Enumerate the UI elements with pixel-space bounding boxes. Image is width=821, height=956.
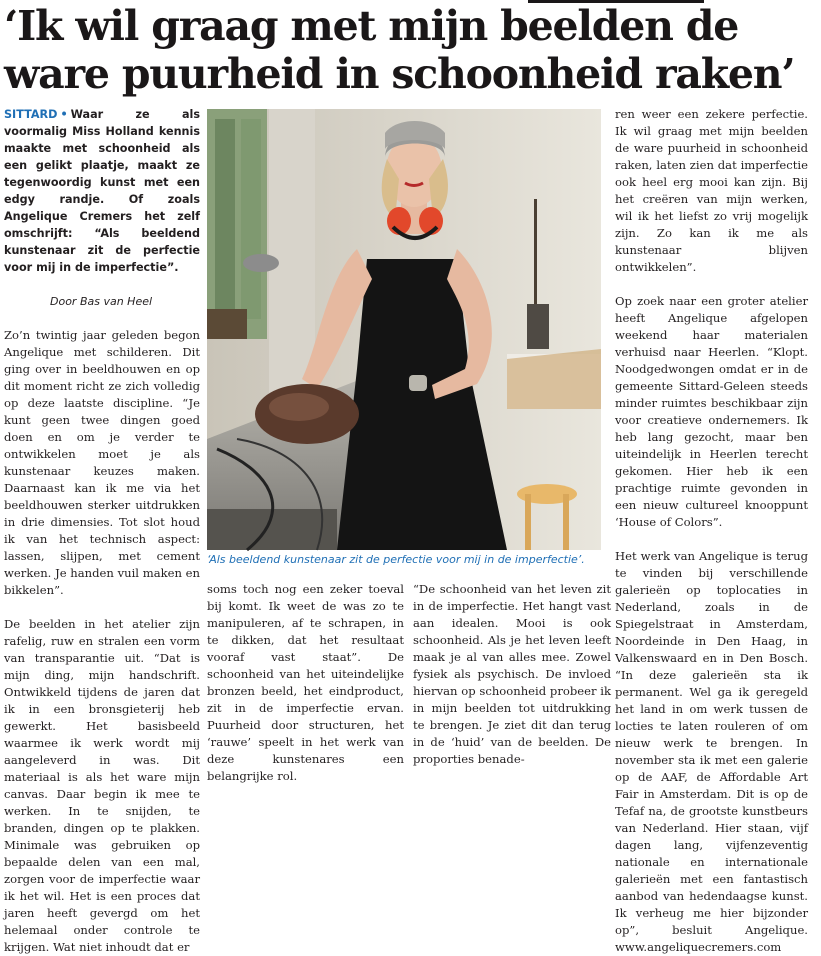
column-2 <box>207 581 404 785</box>
intro-text: Waar ze als voormalig Miss Holland kennis maakte met schoonheid als een gelikt plaatje, maakt ze tegenwoordig kunst met een edgy randje. Of zoals Angelique Cremers het zelf omschrijft: “Als beeldend kunstenaar zit de perfectie voor mij in de imperfectie”. <box>4 108 200 274</box>
dateline-separator: • <box>60 108 68 121</box>
headline <box>4 2 804 98</box>
body-paragraph: Zo’n twintig jaar geleden begon Angelique met schilderen. Dit ging over in beeldhouwen en op dit moment richt ze zich volledig op deze laatste discipline. “Je kunt geen twee dingen goed doen en om je verder te ontwikkelen moet je als kunstenaar keuzes maken. Daarnaast kan ik me via het beeldhouwen sterker uitdrukken in drie dimensies. Tot slot houd ik van het technisch aspect: lassen, slijpen, met cement werken. Je handen vuil maken en bikkelen”. <box>4 328 200 597</box>
photo-caption: ‘Als beeldend kunstenaar zit de perfectie voor mij in de imperfectie’. <box>207 553 585 566</box>
column-4 <box>615 106 808 956</box>
body-paragraph: soms toch nog een zeker toeval bij komt. Ik weet de was zo te manipuleren, af te schrapen, in te dikken, dat het resultaat vooraf vast staat”. De schoonheid van het uiteindelijke bronzen beeld, het eindproduct, zit in de imperfectie ervan. Puurheid door structuren, het ‘rauwe’ speelt in het werk van deze kunstenares een belangrijke rol. <box>207 582 404 783</box>
headline-line-1: ‘Ik wil graag met mijn beelden de <box>4 2 739 50</box>
headline-line-2: ware puurheid in schoonheid raken’ <box>4 50 795 98</box>
byline: Door Bas van Heel <box>50 295 153 308</box>
body-paragraph: Op zoek naar een groter atelier heeft Angelique afgelopen weekend haar materialen verhuisd naar Heerlen. “Klopt. Noodgedwongen omdat er in de gemeente Sittard-Geleen steeds minder ruimtes beschikbaar zijn voor creatieve ondernemers. Ik heb lang gezocht, maar ben uiteindelijk in Heerlen terecht gekomen. Hier heb ik een prachtige ruimte gevonden in een nieuw cultureel knooppunt ‘House of Colors”. <box>615 294 808 529</box>
body-paragraph: Het werk van Angelique is terug te vinden bij verschillende galerieën op toplocaties in Nederland, zoals in de Spiegelstraat in Amsterdam, Noordeinde in Den Haag, in Valkenswaard en in Den Bosch. “In deze galerieën sta ik permanent. Wel ga ik geregeld het land in om werk tussen de locties te laten rouleren of om nieuw werk te brengen. In november sta ik met een galerie op de AAF, de Affordable Art Fair in Amsterdam. Dit is op de Tefaf na, de grootste kunstbeurs van Nederland. Hier staan, vijf dagen lang, vijfenzeventig nationale en internationale galerieën met een fantastisch aanbod van hedendaagse kunst. Ik verheug me hier bijzonder op”, besluit Angelique. www.angeliquecremers.com <box>615 549 808 954</box>
body-paragraph: De beelden in het atelier zijn rafelig, ruw en stralen een vorm van transparantie uit. “Dat is mijn ding, mijn handschrift. Ontwikkeld tijdens de jaren dat ik in een bronsgieterij heb gewerkt. Het basisbeeld waarmee ik werk wordt mij aangeleverd in was. Dit materiaal is als het ware mijn canvas. Daar begin ik mee te werken. In te snijden, te branden, dingen op te plakken. Minimale was gebruiken op bepaalde delen van een mal, zorgen voor de imperfectie waar ik het wil. Het is een proces dat jaren heeft gevergd om het helemaal onder controle te krijgen. Wat niet inhoudt dat er <box>4 617 200 954</box>
artist-photo <box>207 109 601 550</box>
column-3 <box>413 581 611 768</box>
intro <box>4 106 200 276</box>
body-paragraph: ren weer een zekere perfectie. Ik wil graag met mijn beelden de ware puurheid in schoonheid raken, laten zien dat imperfectie ook heel erg mooi kan zijn. Bij het creëren van mijn werken, wil ik het liefst zo vrij mogelijk zijn. Zo kan ik me als kunstenaar blijven ontwikkelen”. <box>615 107 808 274</box>
dateline: SITTARD <box>4 108 58 121</box>
column-1 <box>4 106 200 956</box>
body-paragraph: “De schoonheid van het leven zit in de imperfectie. Het hangt vast aan idealen. Mooi is ook schoonheid. Als je het leven leeft maak je al van alles mee. Zowel fysiek als psychisch. De invloed hiervan op schoonheid probeer ik in mijn beelden tot uitdrukking te brengen. Je ziet dit dan terug in de ‘huid’ van de beelden. De proporties benade- <box>413 582 611 766</box>
